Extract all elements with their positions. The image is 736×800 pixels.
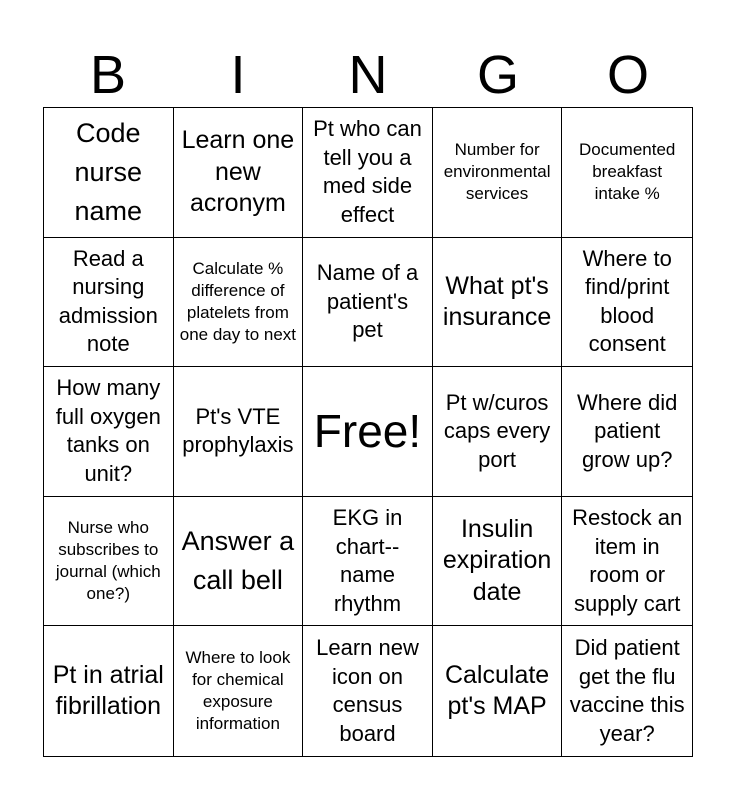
bingo-cell-r1-c2[interactable]	[174, 108, 304, 238]
bingo-cell-r4-c3[interactable]	[303, 497, 433, 627]
cell-text: Calculate % difference of platelets from one day to next	[179, 258, 297, 344]
cell-text: EKG in chart--name rhythm	[332, 504, 403, 616]
cell-text: Pt who can tell you a med side effect	[313, 116, 422, 227]
header-letter-o: O	[606, 45, 649, 105]
cell-text: Learn one new acronym	[181, 126, 295, 217]
cell-text: Nurse who subscribes to journal (which one?)	[55, 517, 161, 604]
bingo-cell-r3-c1[interactable]	[44, 367, 174, 497]
bingo-cell-r3-c2[interactable]	[174, 367, 304, 497]
cell-text: Pt in atrial fibrillation	[52, 660, 164, 721]
header-letter-g: G	[476, 45, 519, 105]
bingo-header	[43, 44, 693, 106]
cell-text: Where to look for chemical exposure information	[185, 648, 291, 734]
cell-text: Restock an item in room or supply cart	[572, 504, 683, 616]
bingo-card-grid	[43, 107, 693, 757]
bingo-cell-r2-c2[interactable]	[174, 238, 304, 368]
bingo-cell-r4-c1[interactable]	[44, 497, 174, 627]
cell-text: Name of a patient's pet	[316, 260, 419, 343]
cell-text: Where did patient grow up?	[577, 389, 678, 472]
cell-text: Insulin expiration date	[442, 515, 552, 606]
cell-text: Answer a call bell	[181, 525, 295, 596]
cell-text: Read a nursing admission note	[58, 245, 158, 357]
header-letter-b: B	[89, 45, 127, 105]
cell-text: Number for environmental services	[443, 140, 551, 204]
bingo-cell-r3-c5[interactable]	[562, 367, 692, 497]
cell-text: Calculate pt's MAP	[444, 660, 550, 721]
cell-text: Pt w/curos caps every port	[443, 389, 551, 472]
bingo-cell-r4-c5[interactable]	[562, 497, 692, 627]
bingo-cell-r2-c3[interactable]	[303, 238, 433, 368]
bingo-cell-r5-c2[interactable]	[174, 626, 304, 756]
free-space-text: Free!	[313, 404, 422, 457]
cell-text: How many full oxygen tanks on unit?	[55, 375, 161, 487]
cell-text: Where to find/print blood consent	[582, 245, 672, 357]
cell-text: Code nurse name	[74, 117, 143, 226]
bingo-cell-r1-c1[interactable]	[44, 108, 174, 238]
cell-text: Did patient get the flu vaccine this year?	[569, 635, 685, 746]
bingo-cell-r5-c5[interactable]	[562, 626, 692, 756]
bingo-cell-r1-c5[interactable]	[562, 108, 692, 238]
bingo-cell-r4-c4[interactable]	[433, 497, 563, 627]
bingo-cell-r2-c1[interactable]	[44, 238, 174, 368]
bingo-cell-r1-c4[interactable]	[433, 108, 563, 238]
bingo-cell-r5-c3[interactable]	[303, 626, 433, 756]
bingo-cell-r2-c5[interactable]	[562, 238, 692, 368]
bingo-cell-r4-c2[interactable]	[174, 497, 304, 627]
cell-text: What pt's insurance	[442, 271, 552, 331]
header-letter-n: N	[348, 45, 388, 105]
bingo-cell-r1-c3[interactable]	[303, 108, 433, 238]
bingo-cell-free-space[interactable]	[303, 367, 433, 497]
header-letter-i: I	[230, 45, 246, 105]
bingo-cell-r5-c4[interactable]	[433, 626, 563, 756]
cell-text: Documented breakfast intake %	[579, 140, 676, 204]
bingo-cell-r5-c1[interactable]	[44, 626, 174, 756]
bingo-cell-r2-c4[interactable]	[433, 238, 563, 368]
cell-text: Learn new icon on census board	[316, 635, 419, 746]
cell-text: Pt's VTE prophylaxis	[182, 403, 294, 458]
bingo-cell-r3-c4[interactable]	[433, 367, 563, 497]
